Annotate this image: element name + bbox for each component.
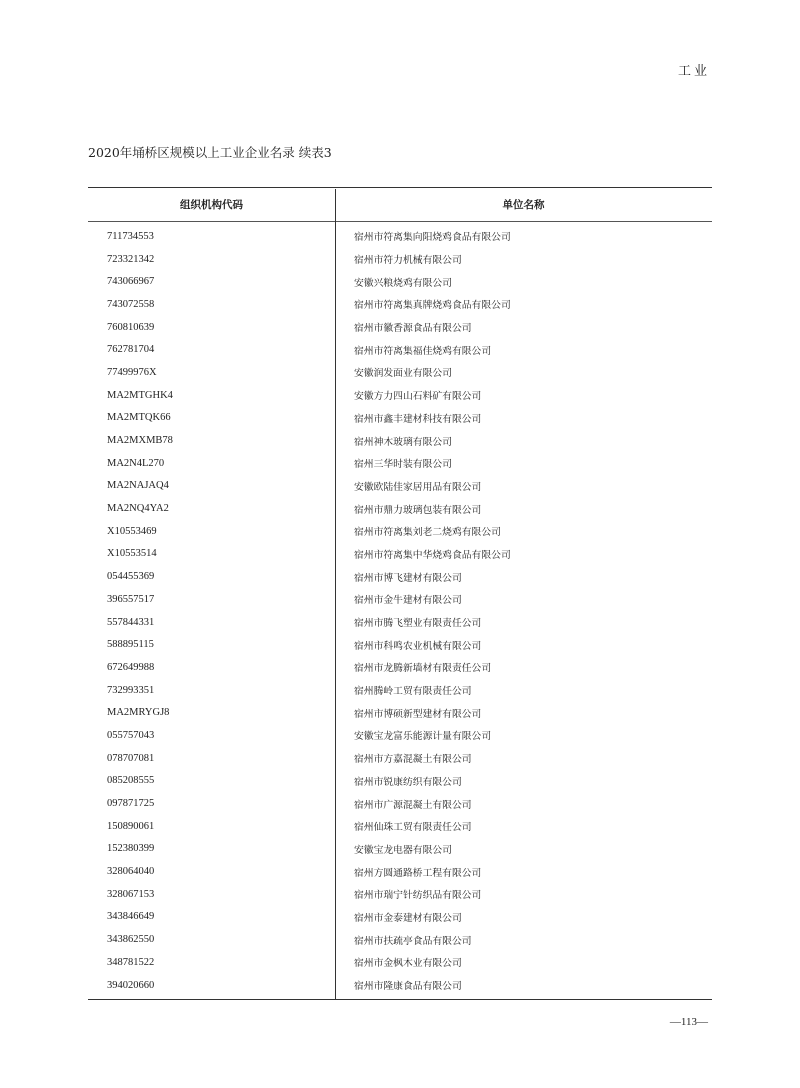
org-code: MA2NQ4YA2 [107,503,169,515]
page-number: —113— [669,1016,708,1028]
table-row [88,588,712,611]
org-code: 711734553 [107,230,154,242]
company-name: 宿州方圆通路桥工程有限公司 [354,867,482,879]
column-header-name: 单位名称 [502,199,545,211]
company-name: 宿州市腾飞塑业有限责任公司 [354,618,482,630]
table-row [88,974,712,997]
company-name: 宿州市符离集中华烧鸡食品有限公司 [354,549,511,561]
org-code: 343862550 [107,934,155,946]
org-code: MA2MTGHK4 [107,389,173,401]
org-code: MA2MTQK66 [107,412,171,424]
org-code: X10553469 [107,525,157,537]
org-code: 743072558 [107,298,155,310]
table-row [88,611,712,634]
company-name: 宿州市金枫木业有限公司 [354,958,462,970]
table-row [88,270,712,293]
company-name: 安徽方力四山石料矿有限公司 [354,391,482,403]
table-row [88,316,712,339]
table-row [88,225,712,248]
org-code: 055757043 [107,729,155,741]
org-code: 150890061 [107,820,155,832]
company-name: 宿州市广源混凝土有限公司 [354,799,472,811]
company-name: 宿州仙珠工贸有限责任公司 [354,822,472,834]
table-row [88,883,712,906]
company-name: 宿州神木玻璃有限公司 [354,436,452,448]
org-code: 588895115 [107,639,154,651]
company-name: 安徽润发面业有限公司 [354,368,452,380]
company-name: 宿州市徽香源食品有限公司 [354,323,472,335]
table-header [88,188,712,222]
running-header: 工业 [677,64,710,79]
company-name: 宿州市博硕新型建材有限公司 [354,708,482,720]
org-code: 762781704 [107,344,155,356]
company-name: 宿州市符力机械有限公司 [354,255,462,267]
table-row [88,770,712,793]
company-name: 安徽欧陆佳家居用品有限公司 [354,481,482,493]
table-row [88,361,712,384]
company-name: 安徽宝龙电器有限公司 [354,844,452,856]
table-row [88,565,712,588]
table-row [88,497,712,520]
org-code: 732993351 [107,684,155,696]
company-name: 宿州市科鸣农业机械有限公司 [354,640,482,652]
table-row [88,928,712,951]
org-code: 77499976X [107,366,157,378]
company-name: 宿州市瑞宁针纺织品有限公司 [354,890,482,902]
enterprise-table [88,187,712,1000]
company-name: 宿州市方嘉混凝土有限公司 [354,754,472,766]
company-name: 宿州市博飞建材有限公司 [354,572,462,584]
table-row [88,338,712,361]
org-code: 743066967 [107,276,155,288]
table-row [88,815,712,838]
table-row [88,860,712,883]
org-code: 672649988 [107,661,155,673]
table-row [88,452,712,475]
table-row [88,248,712,271]
org-code: 760810639 [107,321,155,333]
company-name: 宿州市龙腾新墙材有限责任公司 [354,663,492,675]
column-divider [335,189,336,999]
table-row [88,701,712,724]
org-code: 152380399 [107,843,155,855]
company-name: 宿州市符离集真牌烧鸡食品有限公司 [354,300,511,312]
company-name: 宿州市鼎力玻璃包装有限公司 [354,504,482,516]
table-row [88,656,712,679]
table-row [88,792,712,815]
company-name: 宿州市金泰建材有限公司 [354,912,462,924]
org-code: 054455369 [107,571,155,583]
org-code: 394020660 [107,979,155,991]
table-row [88,475,712,498]
org-code: 557844331 [107,616,155,628]
table-row [88,407,712,430]
company-name: 宿州市扶疏亭食品有限公司 [354,935,472,947]
org-code: 097871725 [107,798,155,810]
org-code: MA2MXMB78 [107,435,173,447]
org-code: MA2NAJAQ4 [107,480,169,492]
company-name: 宿州市锐康纺织有限公司 [354,776,462,788]
table-row [88,951,712,974]
org-code: 723321342 [107,253,155,265]
org-code: MA2MRYGJ8 [107,707,170,719]
table-row [88,384,712,407]
org-code: MA2N4L270 [107,457,165,469]
org-code: 343846649 [107,911,155,923]
company-name: 安徽宝龙富乐能源计量有限公司 [354,731,492,743]
org-code: 396557517 [107,593,155,605]
column-header-code: 组织机构代码 [180,199,243,211]
org-code: 085208555 [107,775,155,787]
company-name: 安徽兴粮烧鸡有限公司 [354,277,452,289]
org-code: 078707081 [107,752,155,764]
table-title: 2020年埇桥区规模以上工业企业名录 续表3 [88,145,332,160]
table-row [88,838,712,861]
org-code: 348781522 [107,956,155,968]
table-body [88,222,712,999]
table-row [88,724,712,747]
table-row [88,429,712,452]
table-row [88,520,712,543]
company-name: 宿州市鑫丰建材科技有限公司 [354,413,482,425]
company-name: 宿州市符离集向阳烧鸡食品有限公司 [354,232,511,244]
org-code: 328064040 [107,866,155,878]
company-name: 宿州市符离集福佳烧鸡有限公司 [354,345,492,357]
table-row [88,293,712,316]
company-name: 宿州市隆康食品有限公司 [354,981,462,993]
table-row [88,906,712,929]
table-row [88,747,712,770]
table-row [88,543,712,566]
company-name: 宿州三华时装有限公司 [354,459,452,471]
company-name: 宿州腾岭工贸有限责任公司 [354,686,472,698]
company-name: 宿州市金牛建材有限公司 [354,595,462,607]
org-code: X10553514 [107,548,157,560]
table-row [88,633,712,656]
org-code: 328067153 [107,888,155,900]
company-name: 宿州市符离集刘老二烧鸡有限公司 [354,527,501,539]
table-row [88,679,712,702]
table-bottom-rule [88,999,712,1000]
